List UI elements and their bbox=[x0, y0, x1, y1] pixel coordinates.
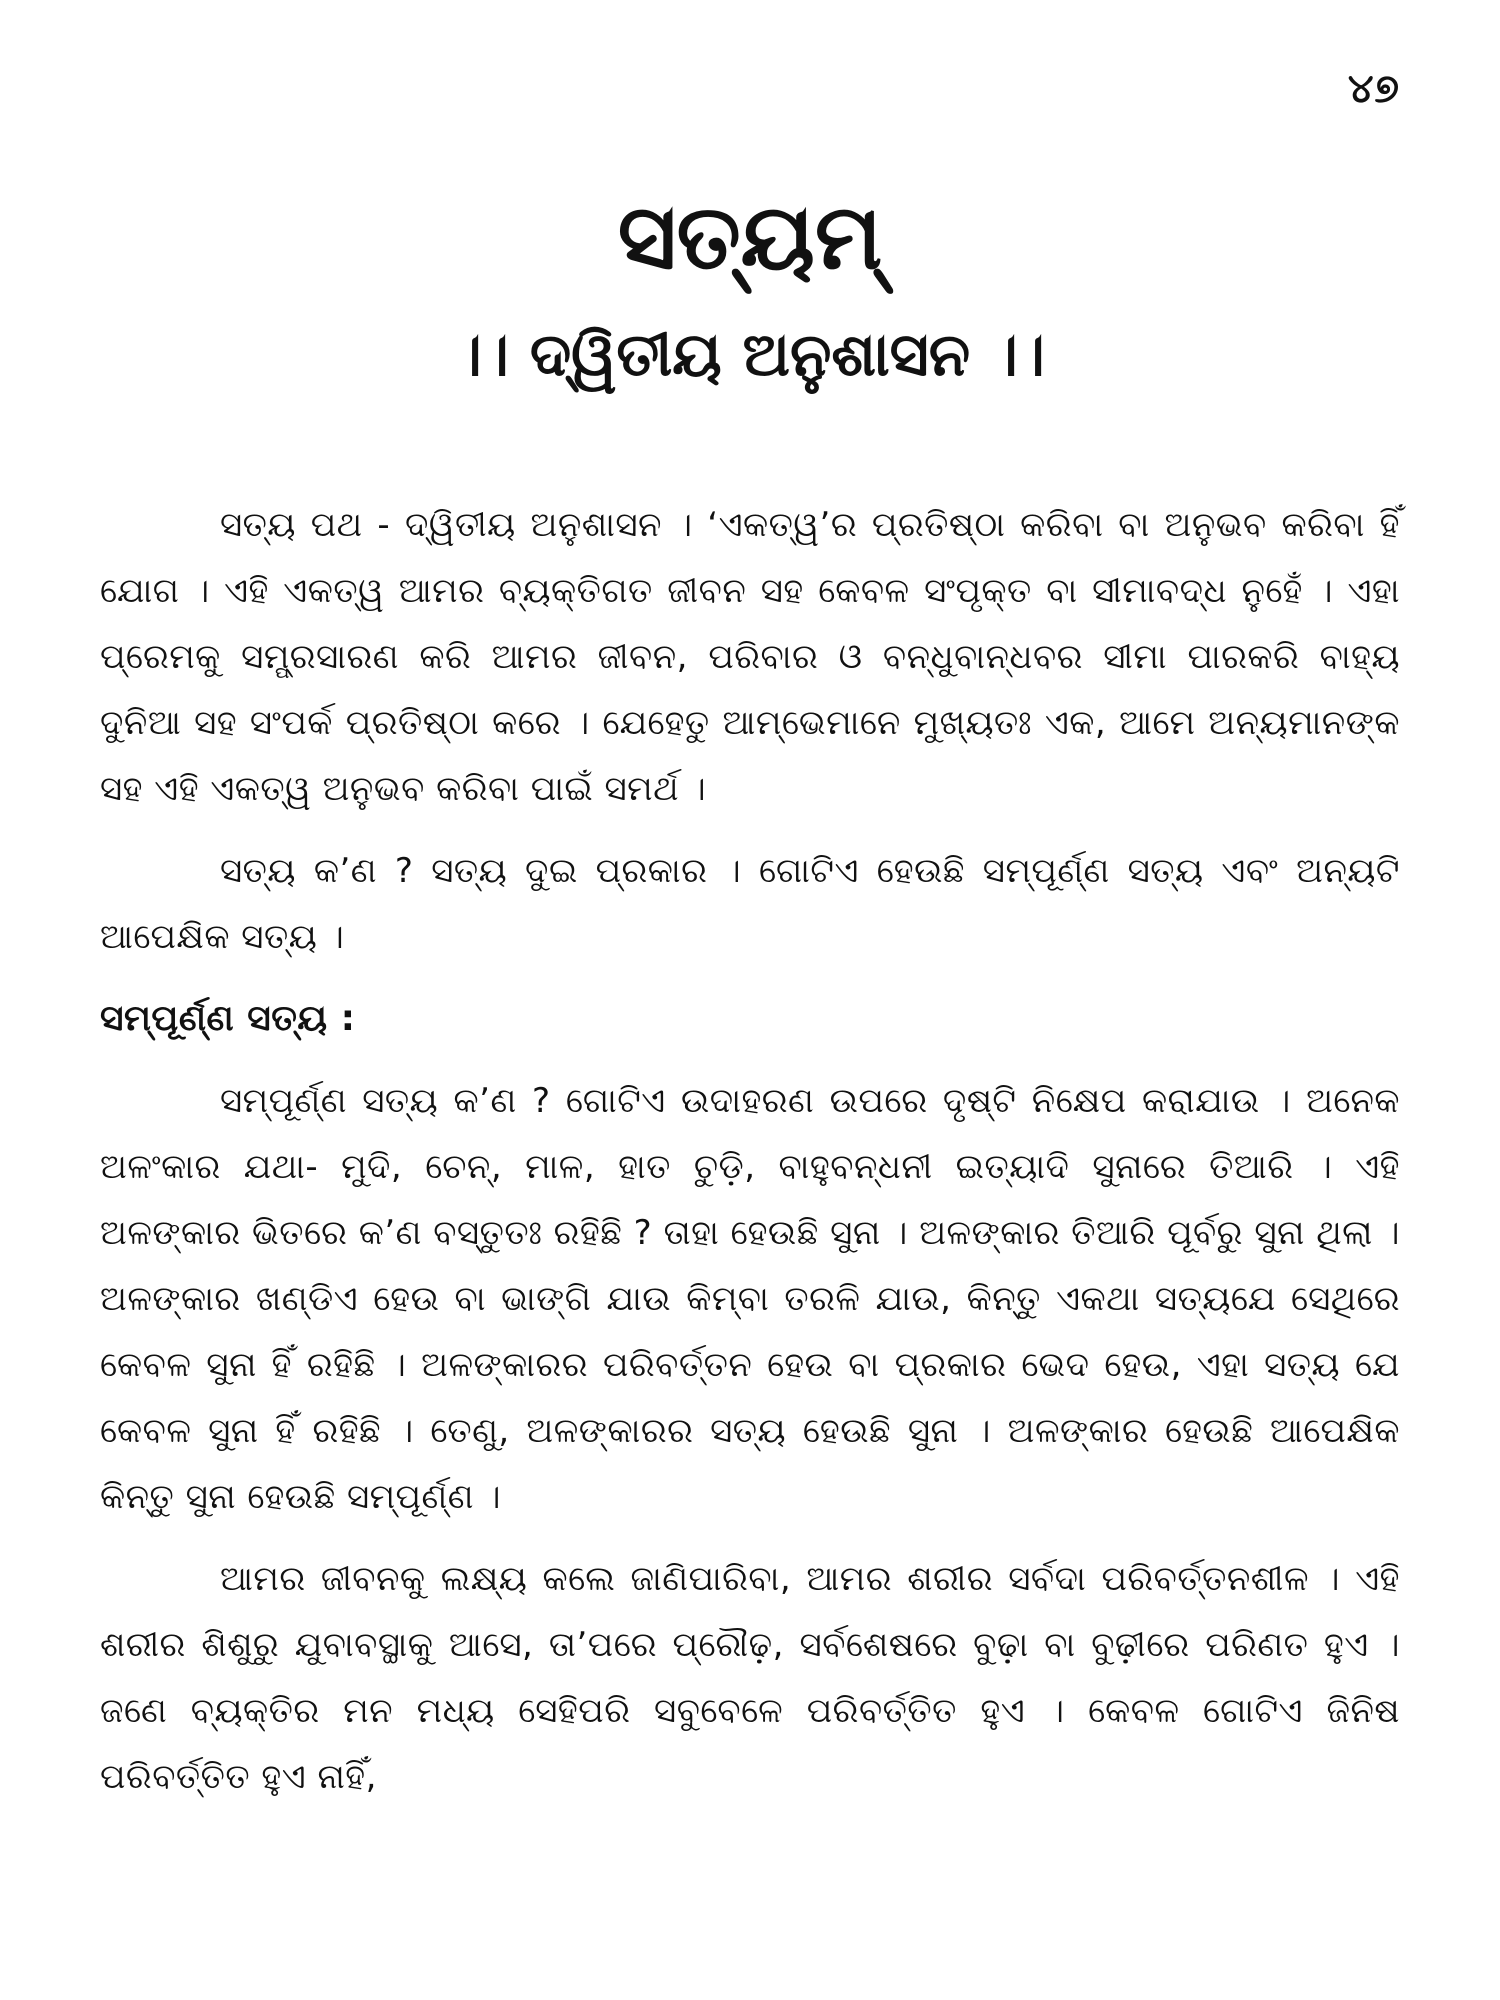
chapter-subtitle: ।। ଦ୍ୱିତୀୟ ଅନୁଶାସନ ।। bbox=[454, 320, 1046, 390]
paragraph-4: ଆମର ଜୀବନକୁ ଲକ୍ଷ୍ୟ କଲେ ଜାଣିପାରିବା, ଆମର ଶରୀର ସର୍ବଦା ପରିବର୍ତ୍ତନଶୀଳ । ଏହି ଶରୀର ଶିଶୁରୁ ଯୁବାବସ୍ଥାକୁ ଆସେ, ତା’ପରେ ପ୍ରୌଢ଼, ସର୍ବଶେଷରେ ବୁଢ଼ା ବା ବୁଢ଼ୀରେ ପରିଣତ ହୁଏ । ଜଣେ ବ୍ୟକ୍ତିର ମନ ମଧ୍ୟ ସେହିପରି ସବୁବେଳେ ପରିବର୍ତ୍ତିତ ହୁଏ । କେବଳ ଗୋଟିଏ ଜିନିଷ ପରିବର୍ତ୍ତିତ ହୁଏ ନାହିଁ, bbox=[100, 1559, 1400, 1797]
section-heading: ସମ୍ପୂର୍ଣ୍ଣ ସତ୍ୟ : bbox=[100, 998, 356, 1039]
paragraph-1: ସତ୍ୟ ପଥ - ଦ୍ୱିତୀୟ ଅନୁଶାସନ । ‘ଏକତ୍ୱ’ର ପ୍ରତିଷ୍ଠା କରିବା ବା ଅନୁଭବ କରିବା ହିଁ ଯୋଗ । ଏହି ଏକତ୍ୱ ଆମର ବ୍ୟକ୍ତିଗତ ଜୀବନ ସହ କେବଳ ସଂପୃକ୍ତ ବା ସୀମାବଦ୍ଧ ନୁହେଁ । ଏହା ପ୍ରେମକୁ ସମ୍ପ୍ରସାରଣ କରି ଆମର ଜୀବନ, ପରିବାର ଓ ବନ୍ଧୁବାନ୍ଧବର ସୀମା ପାରକରି ବାହ୍ୟ ଦୁନିଆ ସହ ସଂପର୍କ ପ୍ରତିଷ୍ଠା କରେ । ଯେହେତୁ ଆମ୍ଭେମାନେ ମୁଖ୍ୟତଃ ଏକ, ଆମେ ଅନ୍ୟମାନଙ୍କ ସହ ଏହି ଏକତ୍ୱ ଅନୁଭବ କରିବା ପାଇଁ ସମର୍ଥ । bbox=[100, 505, 1400, 809]
chapter-title: ସତ୍ୟମ୍ bbox=[617, 185, 883, 290]
paragraph-2: ସତ୍ୟ କ’ଣ ? ସତ୍ୟ ଦୁଇ ପ୍ରକାର । ଗୋଟିଏ ହେଉଛି ସମ୍ପୂର୍ଣ୍ଣ ସତ୍ୟ ଏବଂ ଅନ୍ୟଟି ଆପେକ୍ଷିକ ସତ୍ୟ । bbox=[100, 851, 1400, 957]
body-text bbox=[100, 492, 1400, 1826]
paragraph-3: ସମ୍ପୂର୍ଣ୍ଣ ସତ୍ୟ କ’ଣ ? ଗୋଟିଏ ଉଦାହରଣ ଉପରେ ଦୃଷ୍ଟି ନିକ୍ଷେପ କରାଯାଉ । ଅନେକ ଅଳଂକାର ଯଥା- ମୁଦି, ଚେନ୍, ମାଳ, ହାତ ଚୁଡ଼ି, ବାହୁବନ୍ଧନୀ ଇତ୍ୟାଦି ସୁନାରେ ତିଆରି । ଏହି ଅଳଙ୍କାର ଭିତରେ କ’ଣ ବସ୍ତୁତଃ ରହିଛି ? ତାହା ହେଉଛି ସୁନା । ଅଳଙ୍କାର ତିଆରି ପୂର୍ବରୁ ସୁନା ଥିଲା । ଅଳଙ୍କାର ଖଣ୍ଡିଏ ହେଉ ବା ଭାଙ୍ଗି ଯାଉ କିମ୍ବା ତରଳି ଯାଉ, କିନ୍ତୁ ଏକଥା ସତ୍ୟଯେ ସେଥିରେ କେବଳ ସୁନା ହିଁ ରହିଛି । ଅଳଙ୍କାରର ପରିବର୍ତ୍ତନ ହେଉ ବା ପ୍ରକାର ଭେଦ ହେଉ, ଏହା ସତ୍ୟ ଯେ କେବଳ ସୁନା ହିଁ ରହିଛି । ତେଣୁ, ଅଳଙ୍କାରର ସତ୍ୟ ହେଉଛି ସୁନା । ଅଳଙ୍କାର ହେଉଛି ଆପେକ୍ଷିକ କିନ୍ତୁ ସୁନା ହେଉଛି ସମ୍ପୂର୍ଣ୍ଣ । bbox=[100, 1081, 1400, 1517]
page-number: ୪୭ bbox=[1347, 66, 1400, 112]
